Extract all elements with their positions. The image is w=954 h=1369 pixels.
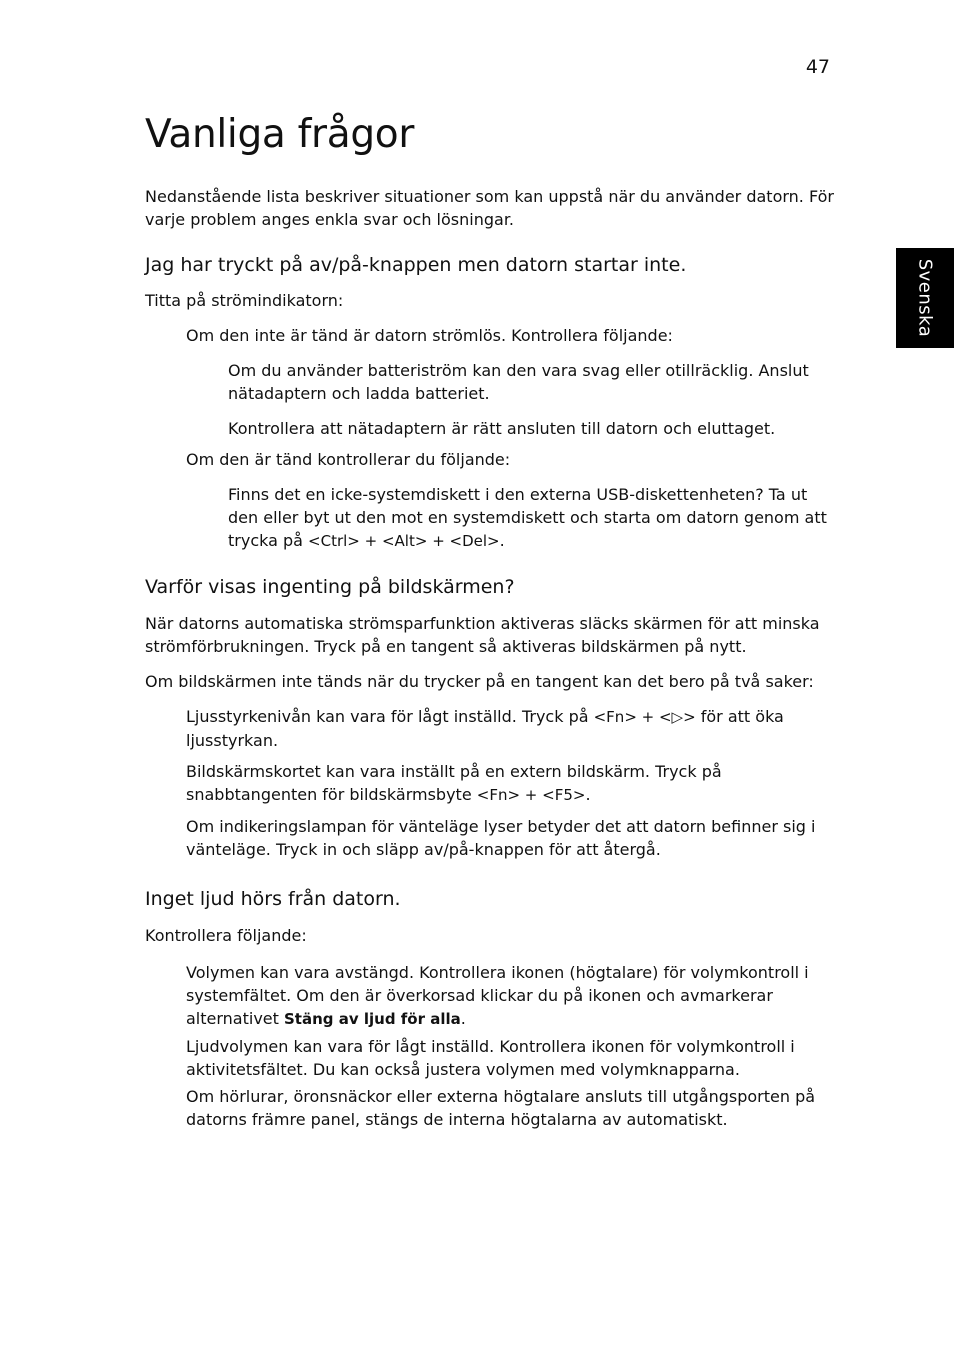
intro-paragraph: Nedanstående lista beskriver situationer som kan uppstå när du använder datorn. För varje problem anges enkla svar och lösningar. — [145, 186, 834, 229]
faq-display-paragraph: Om bildskärmen inte tänds när du trycker på en tangent kan det bero på två saker: — [145, 672, 814, 692]
faq-display-item — [186, 705, 835, 752]
faq-sound-item — [186, 961, 835, 1031]
faq-power-case-on-item — [228, 483, 835, 553]
option-name: Stäng av ljud för alla — [284, 1009, 461, 1028]
text: för att öka ljusstyrkan. — [186, 707, 784, 751]
language-side-tab — [896, 248, 954, 348]
faq-display-item — [186, 760, 835, 807]
faq-display-item: Om indikeringslampan för vänteläge lyser betyder det att datorn befinner sig i vänteläge. Tryck in och släpp av/på-knappen för att återgå. — [186, 817, 816, 860]
faq-power-case-off-item: Kontrollera att nätadaptern är rätt ansluten till datorn och eluttaget. — [228, 419, 776, 439]
key-combo: <Fn> + <▷> — [593, 708, 696, 727]
page-content — [145, 112, 835, 1131]
faq-sound-item: Om hörlurar, öronsnäckor eller externa högtalare ansluts till utgångsporten på datorns främre panel, stängs de interna högtalarna av automatiskt. — [186, 1086, 816, 1129]
text: Ljusstyrkenivån kan vara för lågt inställd. Tryck på — [186, 707, 594, 727]
faq-sound-lead: Kontrollera följande: — [145, 925, 307, 945]
text: Volymen kan vara avstängd. Kontrollera ikonen (högtalare) för volymkontroll i systemfältet. Om den är överkorsad klickar du på ikonen och avmarkerar alternativet — [186, 962, 809, 1028]
faq-sound-item: Ljudvolymen kan vara för lågt inställd. Kontrollera ikonen för volymkontroll i aktivitetsfältet. Du kan också justera volymen med volymknapparna. — [186, 1036, 795, 1079]
text: . — [460, 1008, 466, 1028]
text: . — [499, 531, 505, 551]
key-combo: <Ctrl> + <Alt> + <Del> — [308, 532, 500, 551]
faq-heading-display: Varför visas ingenting på bildskärmen? — [145, 576, 515, 599]
page-number: 47 — [805, 56, 830, 78]
faq-heading-power: Jag har tryckt på av/på-knappen men datorn startar inte. — [145, 253, 687, 276]
language-side-tab-label: Svenska — [914, 258, 936, 338]
faq-display-paragraph: När datorns automatiska strömsparfunktion aktiveras släcks skärmen för att minska strömförbrukningen. Tryck på en tangent så aktiveras bildskärmen på nytt. — [145, 614, 820, 657]
page-title: Vanliga frågor — [145, 112, 415, 157]
text: Finns det en icke-systemdiskett i den externa USB-diskettenheten? Ta ut den eller byt ut den mot en systemdiskett och starta om datorn genom att trycka på — [228, 485, 827, 551]
faq-power-lead: Titta på strömindikatorn: — [145, 291, 344, 311]
key-combo: <Fn> + <F5> — [476, 786, 586, 805]
faq-power-case-off: Om den inte är tänd är datorn strömlös. Kontrollera följande: — [186, 326, 673, 346]
text: Bildskärmskortet kan vara inställt på en extern bildskärm. Tryck på snabbtangenten för bildskärmsbyte — [186, 762, 722, 805]
faq-power-case-on: Om den är tänd kontrollerar du följande: — [186, 450, 511, 470]
text: . — [585, 785, 591, 805]
faq-power-case-off-item: Om du använder batteriström kan den vara svag eller otillräcklig. Anslut nätadaptern och ladda batteriet. — [228, 361, 809, 404]
faq-heading-sound: Inget ljud hörs från datorn. — [145, 888, 401, 911]
